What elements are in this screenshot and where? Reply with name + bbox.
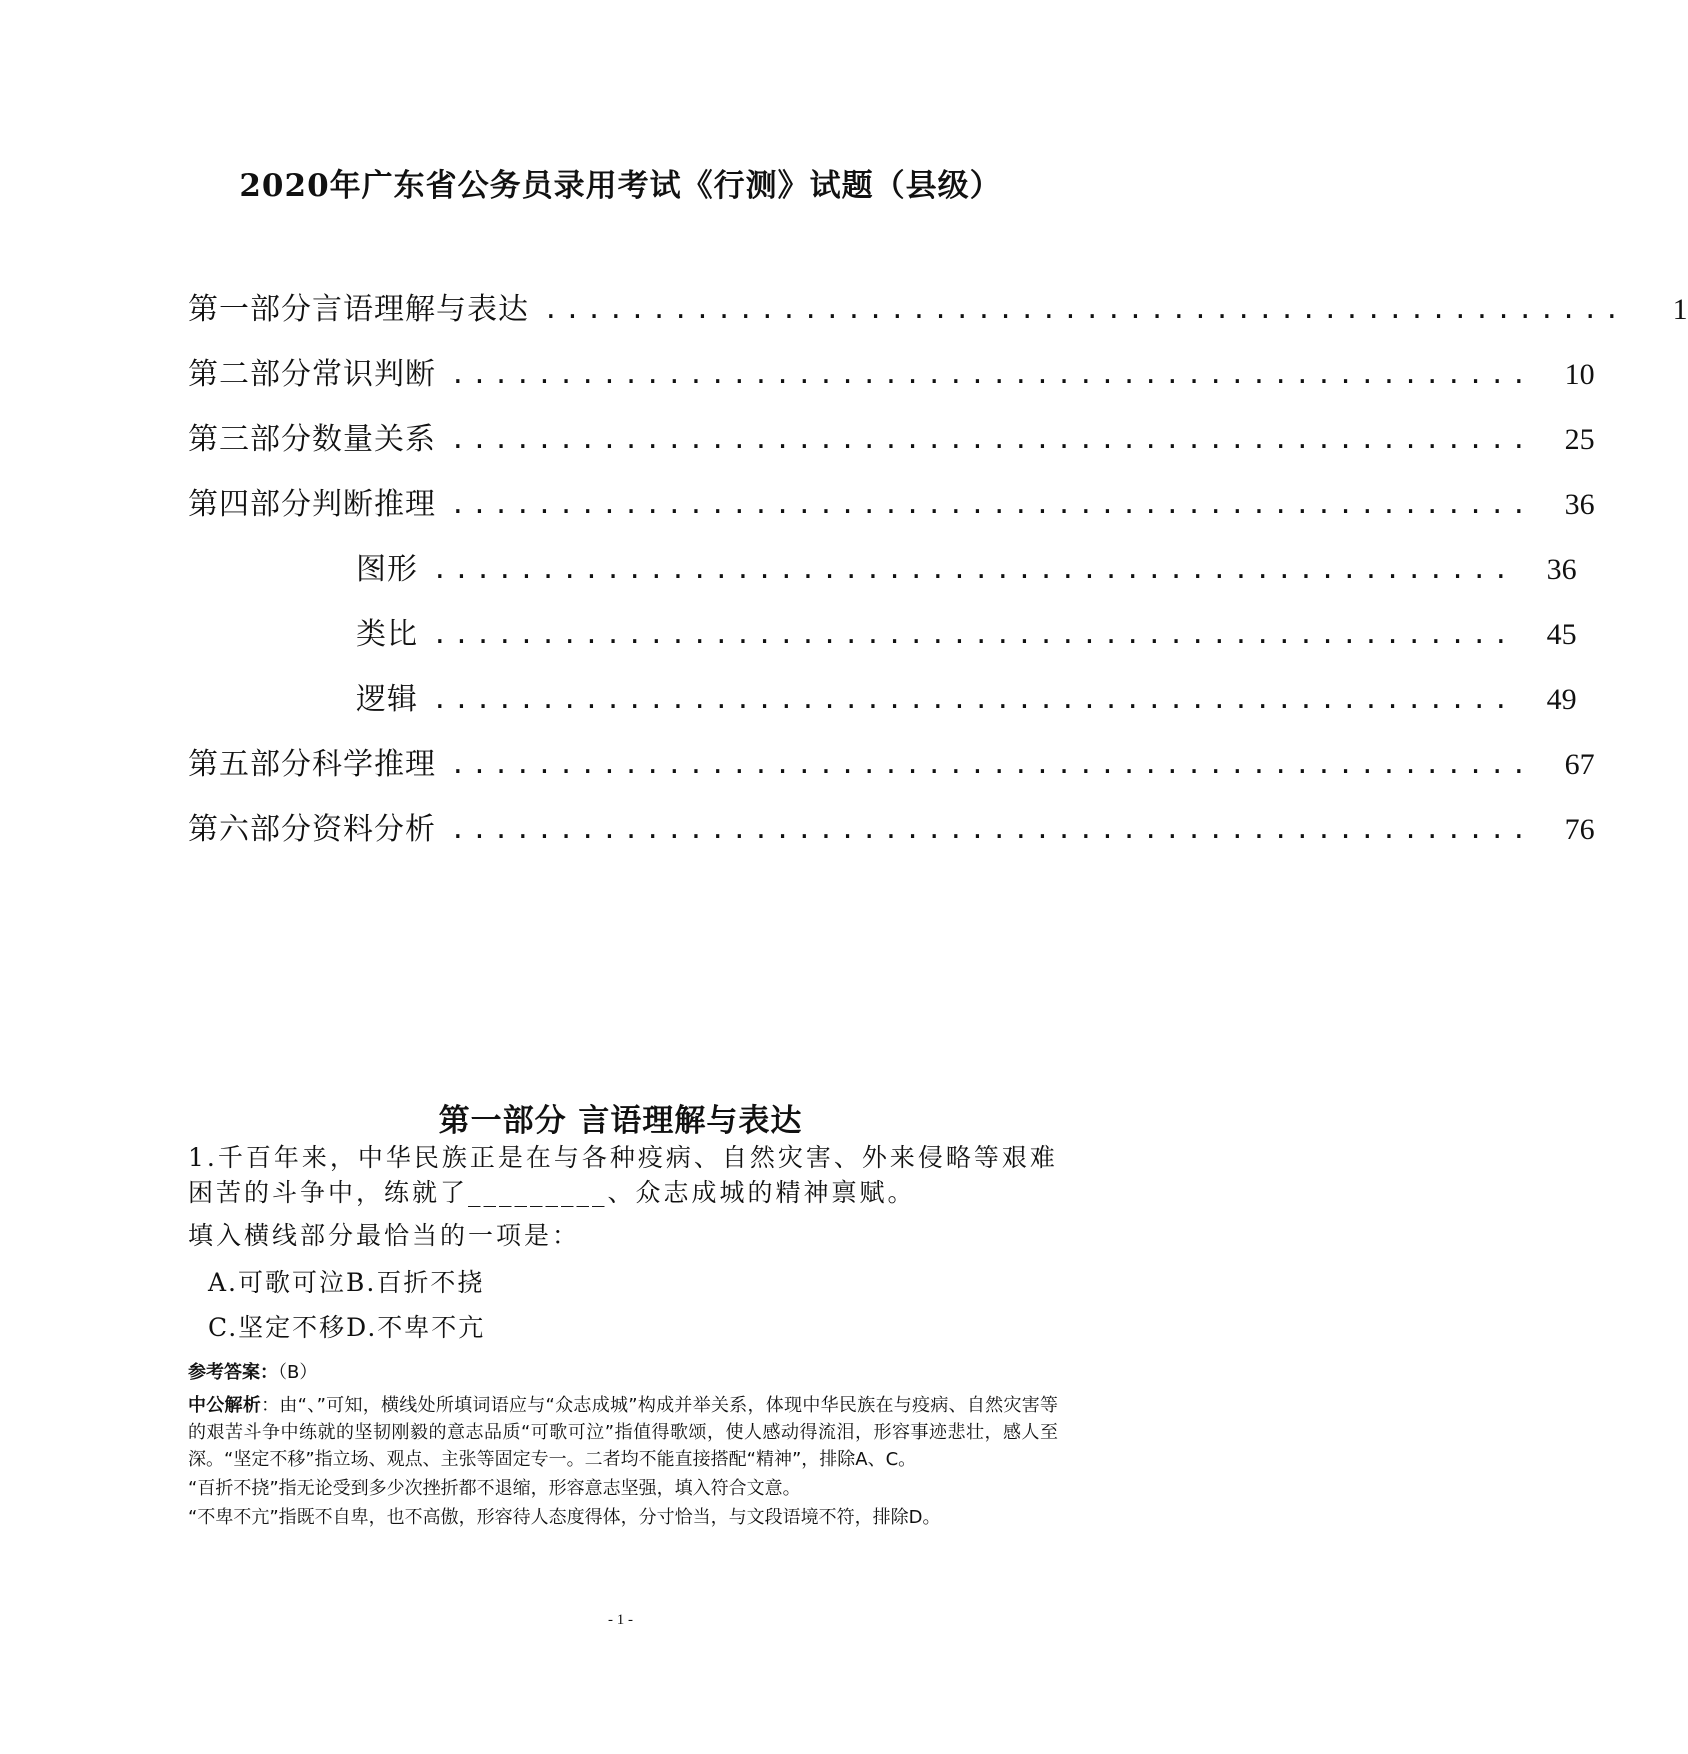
analysis-paragraph-3: “不卑不亢”指既不自卑，也不高傲，形容待人态度得体，分寸恰当，与文段语境不符，排除D。 [188, 1507, 941, 1528]
toc-page-number: 49 [1546, 683, 1577, 716]
toc-label: 第三部分数量关系 [188, 422, 436, 457]
page-number: - 1 - [608, 1612, 633, 1628]
document-title: 2020年广东省公务员录用考试《行测》试题（县级） [239, 168, 1002, 204]
toc-dot-leader: .................................................. [450, 490, 1533, 520]
toc-dot-leader: .................................................. [450, 750, 1533, 780]
toc-entry-part-4[interactable] [188, 485, 1595, 550]
toc-label: 第四部分判断推理 [188, 487, 436, 522]
toc-dot-leader: .................................................. [450, 815, 1533, 845]
toc-entry-logic[interactable] [188, 680, 1577, 745]
toc-label: 第五部分科学推理 [188, 747, 436, 782]
toc-dot-leader: .................................................. [543, 295, 1626, 325]
toc-page-number: 36 [1564, 488, 1595, 521]
toc-entry-part-6[interactable] [188, 810, 1595, 875]
toc-dot-leader: .................................................. [450, 425, 1533, 455]
answer-value: （B） [278, 1362, 318, 1383]
toc-page-number: 67 [1564, 748, 1595, 781]
toc-dot-leader: .................................................. [450, 360, 1533, 390]
toc-entry-part-1[interactable] [188, 290, 1688, 355]
toc-entry-figures[interactable] [188, 550, 1577, 615]
toc-label: 第六部分资料分析 [188, 812, 436, 847]
answer-label: 参考答案： [188, 1362, 278, 1383]
toc-label: 逻辑 [356, 682, 418, 717]
analysis-block [188, 1392, 1058, 1533]
toc-label: 第一部分言语理解与表达 [188, 292, 529, 327]
table-of-contents [188, 290, 1688, 875]
question-instruction: 填入横线部分最恰当的一项是： [188, 1221, 581, 1250]
toc-label: 图形 [356, 552, 418, 587]
toc-page-number: 45 [1546, 618, 1577, 651]
toc-entry-part-2[interactable] [188, 355, 1595, 420]
analysis-paragraph-1 [188, 1392, 1058, 1473]
toc-page-number: 25 [1564, 423, 1595, 456]
toc-label: 类比 [356, 617, 418, 652]
toc-dot-leader: .................................................. [432, 620, 1515, 650]
question-text: 1.千百年来，中华民族正是在与各种疫病、自然灾害、外来侵略等艰难困苦的斗争中，练就了_________、众志成城的精神禀赋。 [188, 1143, 1058, 1207]
toc-page-number: 76 [1564, 813, 1595, 846]
analysis-paragraph-2: “百折不挠”指无论受到多少次挫折都不退缩，形容意志坚强，填入符合文意。 [188, 1478, 801, 1499]
toc-dot-leader: .................................................. [432, 555, 1515, 585]
toc-page-number: 1 [1672, 293, 1688, 326]
analysis-text-1: ：由“、”可知，横线处所填词语应与“众志成城”构成并举关系，体现中华民族在与疫病、自然灾害等的艰苦斗争中练就的坚韧刚毅的意志品质“可歌可泣”指值得歌颂，使人感动得流泪，形容事迹悲壮，感人至深。“坚定不移”指立场、观点、主张等固定专一。二者均不能直接搭配“精神”，排除A、C。 [188, 1395, 1059, 1470]
toc-entry-part-3[interactable] [188, 420, 1595, 485]
toc-dot-leader: .................................................. [432, 685, 1515, 715]
options-row-2: C.坚定不移D.不卑不亢 [208, 1313, 486, 1342]
toc-entry-analogy[interactable] [188, 615, 1577, 680]
reference-answer [188, 1360, 317, 1386]
options-row-1: A.可歌可泣B.百折不挠 [208, 1268, 485, 1297]
toc-page-number: 36 [1546, 553, 1577, 586]
toc-page-number: 10 [1564, 358, 1595, 391]
toc-label: 第二部分常识判断 [188, 357, 436, 392]
section-heading: 第一部分 言语理解与表达 [438, 1103, 803, 1139]
toc-entry-part-5[interactable] [188, 745, 1595, 810]
analysis-label: 中公解析 [188, 1395, 262, 1416]
